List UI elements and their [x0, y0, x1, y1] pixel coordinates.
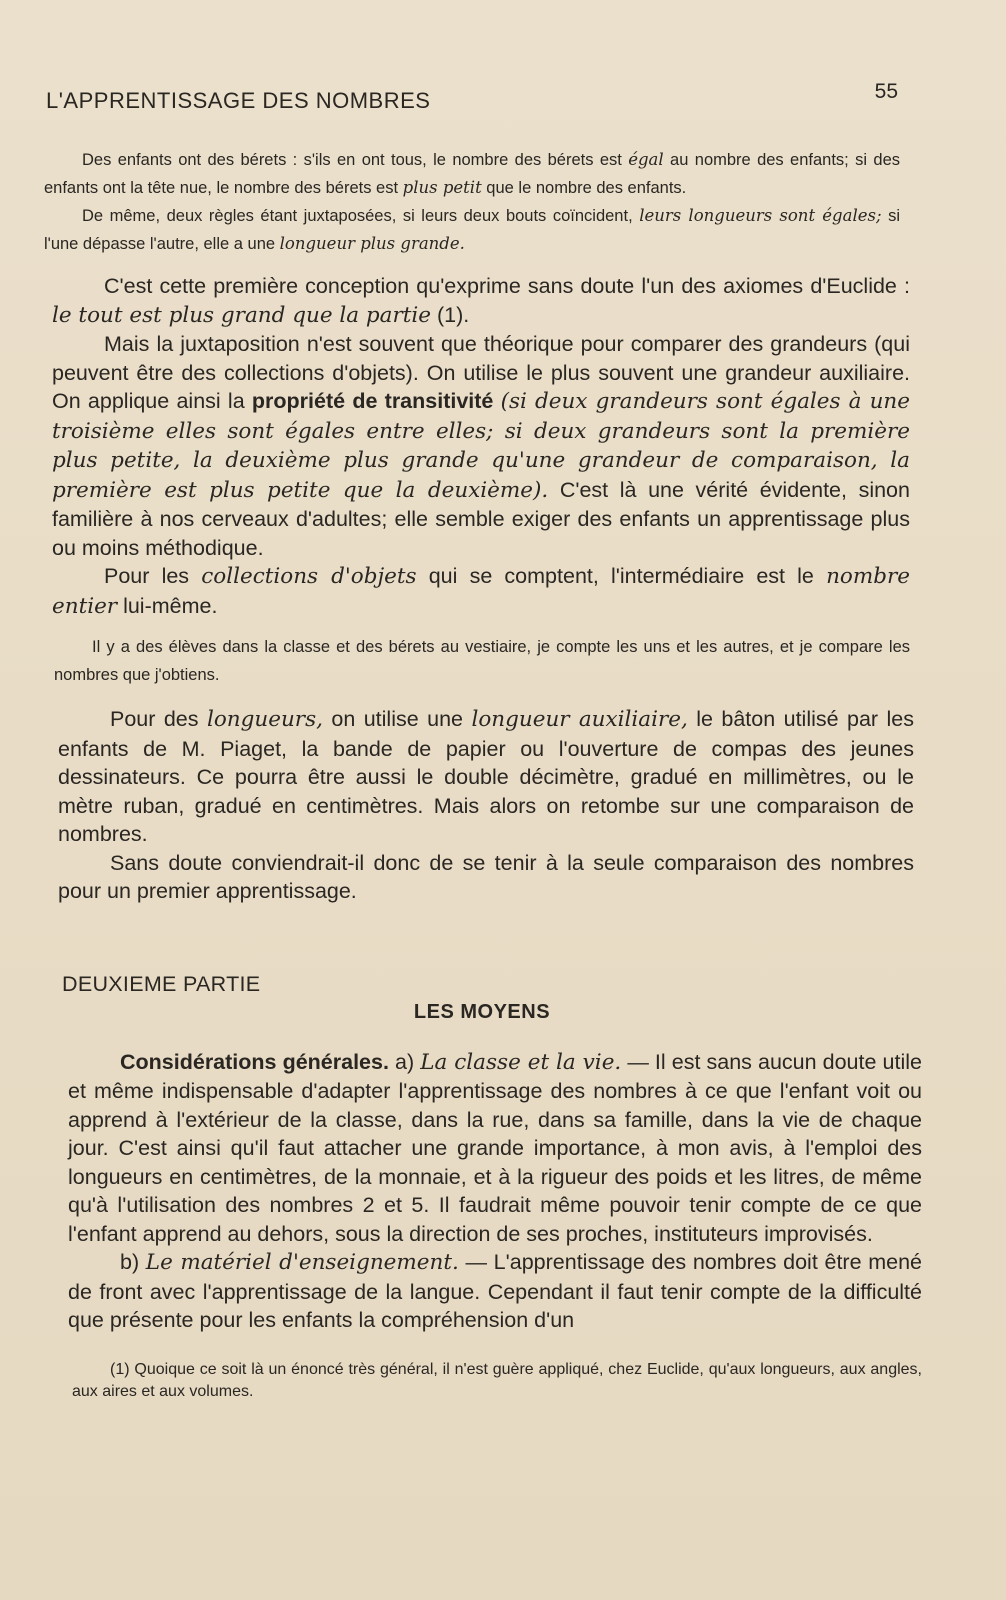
- italic-term: égal: [628, 150, 664, 169]
- bold-term: propriété de transitivité: [251, 389, 494, 413]
- text-block-5: [46, 1048, 922, 1335]
- page-number: 55: [874, 80, 898, 103]
- paragraph-collections: Pour les collections d'objets qui se comptent, l'intermédiaire est le nombre entier lui-même.: [52, 564, 911, 619]
- example-block-1: [44, 146, 900, 258]
- italic-subheading: La classe et la vie.: [420, 1049, 622, 1075]
- italic-term: nombre entier: [52, 564, 911, 619]
- paragraph-classe-vie: Considérations générales. a) La classe et la vie. — Il est sans aucun doute utile et même indispensable d'adapter l'apprentissage des nombres à ce que l'enfant voit ou apprend à l'extérieur de la classe, dans la rue, dans sa famille, dans la vie de chaque jour. C'est ainsi qu'il faut attacher une grande importance, à mon avis, à l'emploi des longueurs en centimètres, de la monnaie, et à la rigueur des poids et les litres, de même qu'à l'utilisation des nombres 2 et 5. Il faudrait même pouvoir tenir compte de ce que l'enfant apprend au dehors, sous la direction de ses proches, instituteurs improvisés.: [68, 1049, 922, 1246]
- footnote: (1) Quoique ce soit là un énoncé très général, il n'est guère appliqué, chez Euclide, qu'aux longueurs, aux angles, aux aires et aux volumes.: [72, 1360, 922, 1400]
- italic-axiom: le tout est plus grand que la partie: [52, 302, 432, 328]
- italic-definition: (si deux grandeurs sont égales à une troisième elles sont égales entre elles; si deux grandeurs sont la première plus petite, la deuxième plus grande qu'une grandeur de comparaison, la première est plus petite que la deuxième).: [52, 389, 910, 503]
- paragraph-euclide: C'est cette première conception qu'exprime sans doute l'un des axiomes d'Euclide : le tout est plus grand que la partie (1).: [52, 274, 910, 328]
- example-paragraph-eleves: Il y a des élèves dans la classe et des bérets au vestiaire, je compte les uns et les autres, et je compare les nombres que j'obtiens.: [54, 638, 910, 684]
- example-paragraph-berets: Des enfants ont des bérets : s'ils en ont tous, le nombre des bérets est égal au nombre des enfants; si des enfants ont la tête nue, le nombre des bérets est plus petit que le nombre des enfants.: [44, 150, 900, 197]
- section-title: LES MOYENS: [413, 1000, 551, 1023]
- bold-heading: Considérations générales.: [120, 1049, 389, 1074]
- example-paragraph-regles: De même, deux règles étant juxtaposées, si leurs deux bouts coïncident, leurs longueurs sont égales; si l'une dépasse l'autre, elle a une longueur plus grande.: [44, 206, 900, 253]
- paragraph-transitivite: Mais la juxtaposition n'est souvent que théorique pour comparer des grandeurs (qui peuvent être des collections d'objets). On utilise le plus souvent une grandeur auxiliaire. On applique ainsi la propriété de transitivité (si deux grandeurs sont égales à une troisième elles sont égales entre elles; si deux grandeurs sont la première plus petite, la deuxième plus grande qu'une grandeur de comparaison, la première est plus petite que la deuxième). C'est là une vérité évidente, sinon familière à nos cerveaux d'adultes; elle semble exiger des enfants un apprentissage plus ou moins méthodique.: [52, 332, 910, 560]
- paragraph-materiel: b) Le matériel d'enseignement. — L'apprentissage des nombres doit être mené de front avec l'apprentissage de la langue. Cependant il faut tenir compte de la difficulté que présente pour les enfants la compréhension d'un: [68, 1250, 922, 1332]
- italic-term: leurs longueurs sont égales;: [639, 206, 882, 225]
- italic-term: longueur plus grande.: [279, 234, 465, 253]
- example-block-3: [46, 633, 910, 689]
- running-title: L'APPRENTISSAGE DES NOMBRES: [46, 88, 431, 113]
- italic-term: longueur auxiliaire,: [471, 707, 688, 732]
- section-label: DEUXIEME PARTIE: [62, 971, 261, 996]
- footnote-block: [46, 1359, 922, 1403]
- section-heading: [46, 972, 918, 1024]
- paragraph-conclusion: Sans doute conviendrait-il donc de se tenir à la seule comparaison des nombres pour un premier apprentissage.: [58, 850, 914, 903]
- italic-term: collections d'objets: [201, 564, 417, 589]
- italic-term: plus petit: [402, 178, 482, 197]
- text-block-2: [46, 272, 910, 621]
- italic-subheading: Le matériel d'enseignement.: [145, 1250, 459, 1275]
- text-block-4: [46, 705, 914, 906]
- page-body: [44, 146, 922, 1403]
- italic-term: longueurs,: [206, 707, 323, 732]
- paragraph-longueurs: Pour des longueurs, on utilise une longueur auxiliaire, le bâton utilisé par les enfants de M. Piaget, la bande de papier ou l'ouverture de compas des jeunes dessinateurs. Ce pourra être aussi le double décimètre, gradué en millimètres, ou le mètre ruban, gradué en centimètres. Mais alors on retombe sur une comparaison de nombres.: [58, 707, 914, 846]
